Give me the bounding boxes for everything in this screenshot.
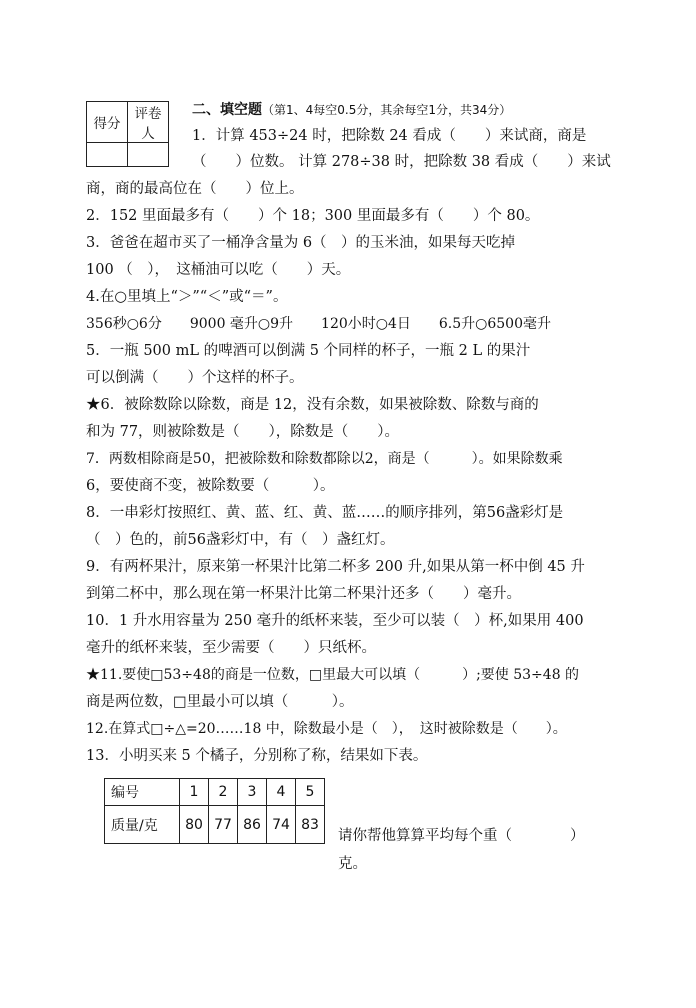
question-10-line-2: 毫升的纸杯来装，至少需要（ ）只纸杯。 xyxy=(86,640,376,656)
question-1-line-3: 商，商的最高位在（ ）位上。 xyxy=(86,181,304,197)
weight-cell: 86 xyxy=(238,806,267,844)
question-13-prompt: 请你帮他算算平均每个重（ ） xyxy=(338,828,585,844)
question-7-line-1: 7．两数相除商是50，把被除数和除数都除以2，商是（ ）。如果除数乘 xyxy=(86,451,563,467)
question-6-line-2: 和为 77，则被除数是（ ），除数是（ ）。 xyxy=(86,424,400,440)
id-cell: 3 xyxy=(238,779,267,806)
grader-cell xyxy=(128,143,169,167)
grader-header: 评卷人 xyxy=(128,102,169,143)
id-label-cell: 编号 xyxy=(105,779,180,806)
weight-cell: 77 xyxy=(209,806,238,844)
question-13: 13．小明买来 5 个橘子，分别称了称，结果如下表。 xyxy=(86,748,428,764)
question-5-line-2: 可以倒满（ ）个这样的杯子。 xyxy=(86,370,304,386)
table-row xyxy=(105,806,325,844)
section-heading xyxy=(192,103,511,117)
question-1-line-2: （ ）位数。 计算 278÷38 时，把除数 38 看成（ ）来试 xyxy=(192,154,611,170)
question-11-line-1: ★11.要使□53÷48的商是一位数，□里最大可以填（ ）;要使 53÷48 的 xyxy=(86,667,580,683)
question-3-line-2: 100 （ ）， 这桶油可以吃（ ）天。 xyxy=(86,262,351,278)
question-1-line-1: 1．计算 453÷24 时，把除数 24 看成（ ）来试商，商是 xyxy=(192,128,587,144)
section-note: （第1、4每空0.5分，其余每空1分，共34分） xyxy=(262,103,512,117)
question-4-items: 356秒○6分 9000 毫升○9升 120小时○4日 6.5升○6500毫升 xyxy=(86,316,551,332)
score-header: 得分 xyxy=(87,102,128,143)
question-8-line-1: 8．一串彩灯按照红、黄、蓝、红、黄、蓝……的顺序排列，第56盏彩灯是 xyxy=(86,505,564,521)
question-7-line-2: 6，要使商不变，被除数要（ ）。 xyxy=(86,478,335,494)
section-title: 二、填空题 xyxy=(192,102,262,118)
score-box xyxy=(86,101,169,167)
id-cell: 4 xyxy=(267,779,296,806)
score-cell xyxy=(87,143,128,167)
question-10-line-1: 10．1 升水用容量为 250 毫升的纸杯来装，至少可以装（ ）杯,如果用 400 xyxy=(86,613,584,629)
id-cell: 5 xyxy=(296,779,325,806)
question-12: 12.在算式□÷△=20……18 中，除数最小是（ ）， 这时被除数是（ ）。 xyxy=(86,721,567,737)
weight-cell: 80 xyxy=(180,806,209,844)
question-5-line-1: 5．一瓶 500 mL 的啤酒可以倒满 5 个同样的杯子，一瓶 2 L 的果汁 xyxy=(86,343,531,359)
question-3-line-1: 3．爸爸在超市买了一桶净含量为 6（ ）的玉米油，如果每天吃掉 xyxy=(86,235,516,251)
weight-cell: 74 xyxy=(267,806,296,844)
question-8-line-2: （ ）色的，前56盏彩灯中，有（ ）盏红灯。 xyxy=(86,532,395,548)
table-row xyxy=(105,779,325,806)
question-11-line-2: 商是两位数，□里最小可以填（ ）。 xyxy=(86,694,354,710)
question-13-unit: 克。 xyxy=(338,856,367,872)
weight-cell: 83 xyxy=(296,806,325,844)
question-9-line-1: 9．有两杯果汁，原来第一杯果汁比第二杯多 200 升,如果从第一杯中倒 45 升 xyxy=(86,559,585,575)
id-cell: 1 xyxy=(180,779,209,806)
question-9-line-2: 到第二杯中，那么现在第一杯果汁比第二杯果汁还多（ ）毫升。 xyxy=(86,586,521,602)
id-cell: 2 xyxy=(209,779,238,806)
question-6-line-1: ★6．被除数除以除数，商是 12，没有余数，如果被除数、除数与商的 xyxy=(86,397,539,413)
question-4-instruction: 4.在○里填上“＞”“＜”或“＝”。 xyxy=(86,289,288,305)
question-2: 2．152 里面最多有（ ）个 18；300 里面最多有（ ）个 80。 xyxy=(86,208,540,224)
weight-label-cell: 质量/克 xyxy=(105,806,180,844)
weight-table xyxy=(104,778,325,844)
